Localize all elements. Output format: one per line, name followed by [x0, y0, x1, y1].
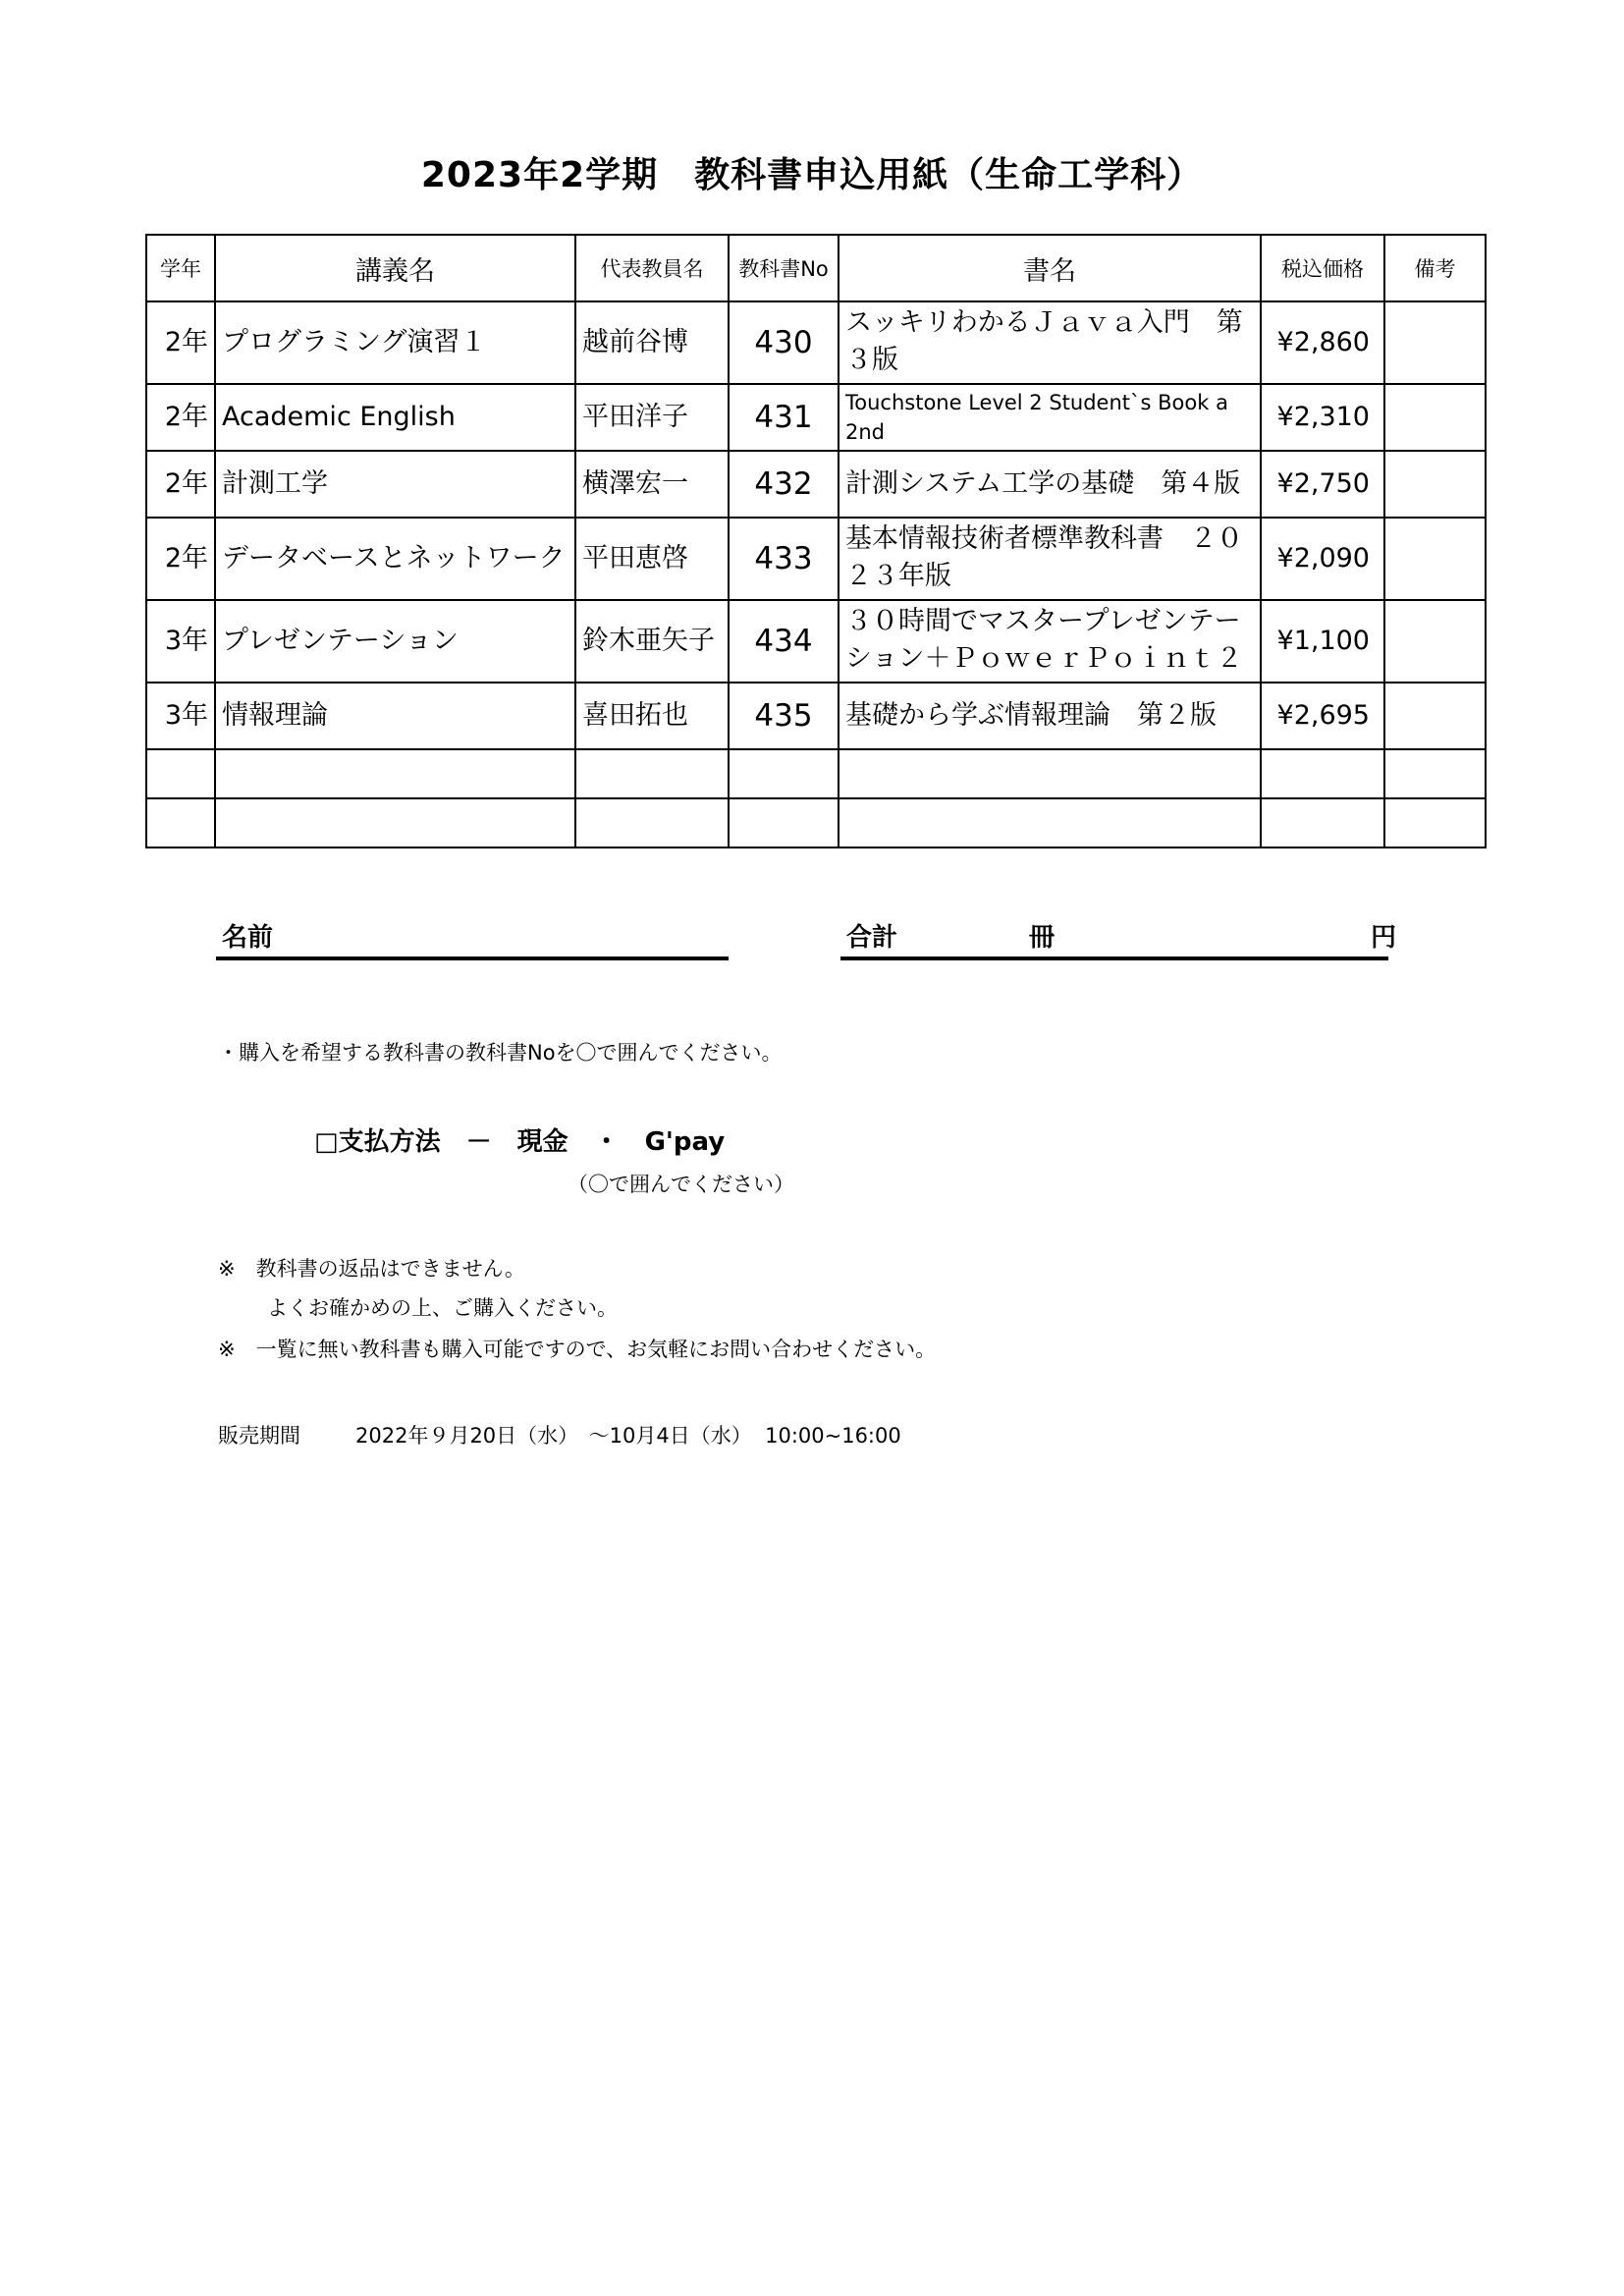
page-title: 2023年2学期 教科書申込用紙（生命工学科） [420, 155, 1204, 195]
price-cell: ¥2,090 [1261, 518, 1384, 600]
table-row [146, 451, 1486, 518]
book-no-cell[interactable]: 433 [729, 518, 839, 600]
name-label: 名前 [222, 923, 274, 953]
book-no-cell[interactable]: 431 [729, 384, 839, 451]
textbook-table [145, 234, 1487, 848]
teacher-cell: 平田洋子 [575, 384, 729, 451]
teacher-cell: 平田恵啓 [575, 518, 729, 600]
remarks-cell[interactable] [1384, 451, 1486, 518]
price-cell: ¥2,860 [1261, 301, 1384, 384]
empty-cell[interactable] [215, 798, 575, 847]
book-no-cell[interactable]: 434 [729, 600, 839, 683]
table-row-empty [146, 798, 1486, 847]
course-cell: プレゼンテーション [215, 600, 575, 683]
teacher-cell: 横澤宏一 [575, 451, 729, 518]
book-title-cell: Touchstone Level 2 Student`s Book a 2nd [839, 384, 1261, 451]
grade-cell: 3年 [146, 683, 215, 749]
book-title-cell: ３０時間でマスタープレゼンテーション＋ＰｏｗｅｒＰｏｉｎｔ２ [839, 600, 1261, 683]
circle-instruction: ・購入を希望する教科書の教科書Noを〇で囲んでください。 [218, 1041, 783, 1065]
book-title-cell: 基礎から学ぶ情報理論 第２版 [839, 683, 1261, 749]
grade-cell: 3年 [146, 600, 215, 683]
table-row-empty [146, 749, 1486, 798]
empty-cell[interactable] [729, 749, 839, 798]
book-no-cell[interactable]: 435 [729, 683, 839, 749]
grade-cell: 2年 [146, 301, 215, 384]
remarks-cell[interactable] [1384, 518, 1486, 600]
grade-cell: 2年 [146, 518, 215, 600]
empty-cell[interactable] [839, 798, 1261, 847]
teacher-cell: 鈴木亜矢子 [575, 600, 729, 683]
no-return-note: ※ 教科書の返品はできません。 [218, 1257, 525, 1281]
book-title-cell: 計測システム工学の基礎 第４版 [839, 451, 1261, 518]
sales-period: 2022年９月20日（水） ～10月4日（水） 10:00~16:00 [355, 1424, 901, 1448]
book-no-cell[interactable]: 432 [729, 451, 839, 518]
table-row [146, 384, 1486, 451]
teacher-cell: 越前谷博 [575, 301, 729, 384]
total-label: 合計 [846, 923, 898, 953]
price-cell: ¥2,750 [1261, 451, 1384, 518]
price-cell: ¥2,695 [1261, 683, 1384, 749]
books-unit: 冊 [1029, 923, 1056, 953]
empty-cell[interactable] [1261, 798, 1384, 847]
no-return-note-2: よくお確かめの上、ご購入ください。 [267, 1296, 618, 1320]
header-grade: 学年 [146, 235, 215, 301]
remarks-cell[interactable] [1384, 301, 1486, 384]
yen-unit: 円 [1371, 923, 1397, 953]
book-no-cell[interactable]: 430 [729, 301, 839, 384]
empty-cell[interactable] [839, 749, 1261, 798]
empty-cell[interactable] [729, 798, 839, 847]
price-cell: ¥1,100 [1261, 600, 1384, 683]
empty-cell[interactable] [146, 749, 215, 798]
empty-cell[interactable] [215, 749, 575, 798]
price-cell: ¥2,310 [1261, 384, 1384, 451]
table-header-row [146, 235, 1486, 301]
remarks-cell[interactable] [1384, 600, 1486, 683]
empty-cell[interactable] [1384, 749, 1486, 798]
name-field-line[interactable] [216, 957, 729, 960]
table-row [146, 518, 1486, 600]
payment-instruction: （〇で囲んでください） [568, 1173, 794, 1196]
empty-cell[interactable] [575, 749, 729, 798]
header-remarks: 備考 [1384, 235, 1486, 301]
grade-cell: 2年 [146, 451, 215, 518]
not-listed-note: ※ 一覧に無い教科書も購入可能ですので、お気軽にお問い合わせください。 [218, 1338, 937, 1361]
empty-cell[interactable] [1384, 798, 1486, 847]
table-row [146, 301, 1486, 384]
remarks-cell[interactable] [1384, 683, 1486, 749]
course-cell: Academic English [215, 384, 575, 451]
book-title-cell: スッキリわかるＪａｖａ入門 第３版 [839, 301, 1261, 384]
payment-method: □支払方法 － 現金 ・ G'pay [314, 1127, 726, 1157]
header-book-no: 教科書No [729, 235, 839, 301]
course-cell: 情報理論 [215, 683, 575, 749]
header-teacher: 代表教員名 [575, 235, 729, 301]
empty-cell[interactable] [1261, 749, 1384, 798]
remarks-cell[interactable] [1384, 384, 1486, 451]
table-row [146, 600, 1486, 683]
course-cell: 計測工学 [215, 451, 575, 518]
header-price: 税込価格 [1261, 235, 1384, 301]
empty-cell[interactable] [575, 798, 729, 847]
sales-period-label: 販売期間 [218, 1424, 300, 1448]
total-field-line[interactable] [840, 957, 1388, 960]
header-course: 講義名 [215, 235, 575, 301]
grade-cell: 2年 [146, 384, 215, 451]
course-cell: プログラミング演習１ [215, 301, 575, 384]
table-row [146, 683, 1486, 749]
empty-cell[interactable] [146, 798, 215, 847]
header-book-title: 書名 [839, 235, 1261, 301]
teacher-cell: 喜田拓也 [575, 683, 729, 749]
book-title-cell: 基本情報技術者標準教科書 ２０２３年版 [839, 518, 1261, 600]
course-cell: データベースとネットワーク [215, 518, 575, 600]
